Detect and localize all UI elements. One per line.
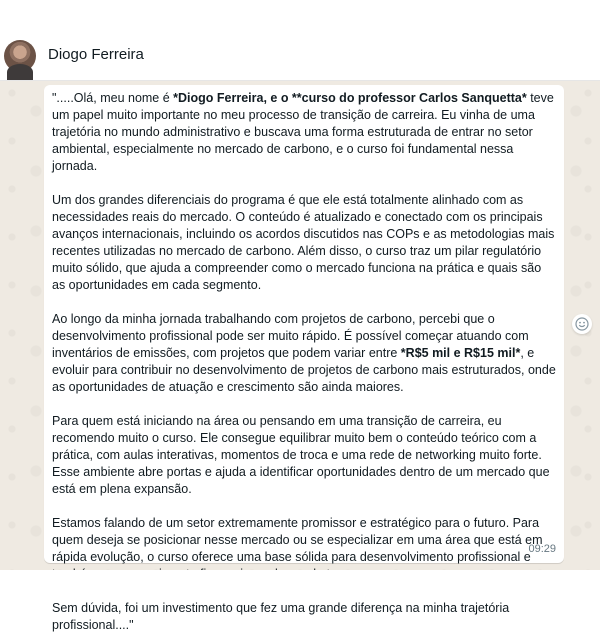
message-text: Para quem está iniciando na área ou pensando em uma transição de carreira, eu recomendo muito o curso. Ele consegue equilibrar muito bem o conteúdo teórico com a prática, com aulas interativas, momentos de troca e uma rede de networking muito forte. Esse ambiente abre portas e ajuda a identificar oportunidades dentro de um mercado que está em plena expansão.: [52, 414, 550, 496]
message-text: Estamos falando de um setor extremamente promissor e estratégico para o futuro. Para quem deseja se posicionar nesse mercado ou se especializar em uma área que está em rápida evolução, o curso oferece uma base sólida para desenvolvimento profissional e: [52, 516, 543, 564]
message-text: Ao longo da minha jornada trabalhando com projetos de carbono, percebi que o desenvolvimento profissional pode ser muito rápido. É possível começar atuando com inventários de emissões, com projetos que podem variar entre: [52, 312, 529, 360]
message-body: [52, 90, 556, 634]
message-paragraph: [52, 413, 556, 498]
avatar-silhouette: [7, 64, 33, 80]
message-paragraph: [52, 600, 556, 634]
emoji-reaction-button[interactable]: [572, 314, 592, 334]
emoji-smiley-icon: [575, 317, 589, 331]
message-text: Um dos grandes diferenciais do programa é que ele está totalmente alinhado com as necessidades reais do mercado. O conteúdo é atualizado e conectado com os principais avanços internacionais, incluindo os acordos discutidos nas COPs e as metodologias mais recentes utilizadas no mercado de carbono. Além disso, o curso traz um pilar regulatório muito sólido, que ajuda a compreender como o mercado funciona na prática e quais são as oportunidades em cada segmento.: [52, 193, 555, 292]
message-text: teve um papel muito importante no meu processo de transição de carreira. Eu vinha de uma trajetória no mundo administrativo e buscava uma forma estruturada de entrar no setor ambiental, especialmente no mercado de carbono, e o curso foi fundamental nessa jornada.: [52, 91, 554, 173]
message-paragraph: [52, 90, 556, 175]
message-paragraph: [52, 311, 556, 396]
message-text: , e evoluir para contribuir no desenvolvimento de projetos de carbono mais estruturados, onde as oportunidades de atuação e crescimento são ainda maiores.: [52, 346, 556, 394]
message-bubble[interactable]: [44, 85, 564, 632]
contact-name[interactable]: Diogo Ferreira: [48, 46, 144, 63]
message-timestamp: 09:29: [528, 543, 556, 555]
contact-avatar[interactable]: [4, 40, 36, 72]
message-text: ".....Olá, meu nome é: [52, 91, 174, 105]
chat-header: [0, 0, 600, 81]
message-paragraph: [52, 192, 556, 294]
message-bold-text: *Diogo Ferreira, e o **curso do professor Carlos Sanquetta*: [173, 91, 527, 105]
message-text: Sem dúvida, foi um investimento que fez uma grande diferença na minha trajetória profissional....": [52, 601, 510, 632]
message-bold-text: *R$5 mil e R$15 mil*: [400, 346, 521, 360]
bottom-margin: [0, 570, 600, 600]
